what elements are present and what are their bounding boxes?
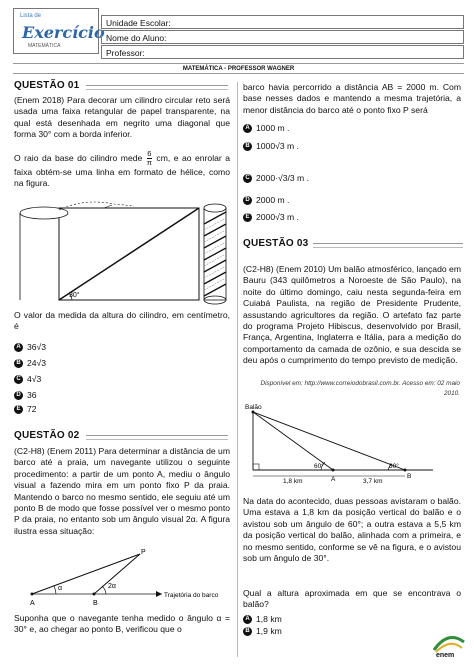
q01-option-b-letter: B: [14, 359, 23, 368]
q01-radius-a: O raio da base do cilindro mede: [14, 152, 143, 163]
q02-option-a-text: 1000 m .: [256, 123, 290, 133]
q02-option-e-text: 2000√3 m .: [256, 212, 299, 222]
q02-title: QUESTÃO 02: [14, 430, 80, 441]
q03-rule: [313, 243, 463, 248]
q02-option-e[interactable]: [243, 212, 299, 223]
column-divider: [237, 82, 238, 657]
q02-option-c-text: 2000·√3/3 m .: [256, 173, 309, 183]
q01-option-e-letter: E: [14, 405, 23, 414]
q01-question: O valor da medida da altura do cilindro, em centímetro, é: [14, 310, 230, 332]
q03-fig-b: B: [407, 473, 412, 480]
q01-frac-num: 6: [147, 149, 152, 158]
q02-fig-alpha: α: [58, 585, 63, 592]
q01-title: QUESTÃO 01: [14, 80, 80, 91]
q01-option-b[interactable]: [14, 358, 46, 369]
q01-radius: [14, 150, 230, 190]
q02-option-b[interactable]: [243, 141, 299, 152]
q03-question: Qual a altura aproximada em que se encontrava o balão?: [243, 588, 461, 610]
logo: [13, 8, 105, 54]
q02-fig-b: B: [93, 600, 98, 607]
q01-option-c[interactable]: [14, 374, 41, 385]
q03-option-b[interactable]: [243, 626, 282, 637]
q02-option-e-letter: E: [243, 213, 252, 222]
q03-source: Disponível em: http://www.correiodobrasil.com.br. Acesso em: 02 maio 2010.: [260, 380, 460, 397]
q02-fig-route: Trajetória do barco: [164, 592, 219, 599]
q02-option-a-letter: A: [243, 124, 252, 133]
logo-top-text: Lista de: [20, 13, 42, 19]
q02-option-c[interactable]: [243, 173, 309, 184]
q03-option-b-letter: B: [243, 627, 252, 636]
q02-fig-a: A: [30, 600, 35, 607]
enem-text: enem: [436, 652, 455, 659]
q01-option-e-text: 72: [27, 404, 37, 414]
q01-option-b-text: 24√3: [27, 358, 47, 368]
logo-bottom-text: MATEMÁTICA: [28, 43, 61, 49]
q02-rule: [86, 435, 228, 440]
logo-main-text: Exercício: [22, 23, 105, 42]
q02-fig-p: P: [141, 549, 146, 556]
q02-option-c-letter: C: [243, 174, 252, 183]
q03-title: QUESTÃO 03: [243, 238, 309, 249]
q03-text: (C2-H8) (Enem 2010) Um balão atmosférico, lançado em Bauru (343 quilômetros a Noroeste de São Paulo), na noite do último domingo, caiu nesta segunda-feira em Cuiabá Paulista, na região de Presidente Prudente, assustando agricultores da região. O artefato faz parte do programa Projeto Hibiscus, desenvolvido por Brasil, França, Argentina, Inglaterra e Itália, para a medição do comportamento da camada de ozônio, e sua descida se deu após o cumprimento do tempo previsto de medição.: [243, 264, 461, 366]
teacher-field: Professor:: [101, 45, 464, 59]
q03-option-a-text: 1,8 km: [256, 614, 282, 624]
balloon-figure: [243, 400, 463, 484]
cylinder-figure: [14, 196, 232, 306]
enem-logo: [430, 632, 466, 662]
q02-fig-2alpha: 2α: [108, 583, 116, 590]
q03-option-a-letter: A: [243, 615, 252, 624]
q02-option-d[interactable]: [243, 195, 289, 206]
q03-text2: Na data do acontecido, duas pessoas avistaram o balão. Uma estava a 1,8 km da posição vertical do balão e o avistou sob um ângulo de 60°; a outra estava a 5,5 km da posição vertical do balão, alinhada com a primeira, e no mesmo sentido, conforme se vê na figura, e o avistou sob um ângulo de 30°.: [243, 496, 461, 564]
q02-option-b-letter: B: [243, 142, 252, 151]
q02-option-a[interactable]: [243, 123, 289, 134]
q02-tail: Suponha que o navegante tenha medido o ângulo α = 30° e, ao chegar ao ponto B, verificou que o: [14, 613, 230, 635]
boat-figure: [14, 548, 232, 610]
q01-rule: [86, 85, 228, 90]
q02-option-d-letter: D: [243, 196, 252, 205]
q01-option-a-text: 36√3: [27, 342, 47, 352]
q01-option-d[interactable]: [14, 390, 37, 401]
q02-option-b-text: 1000√3 m .: [256, 141, 299, 151]
q03-fig-a: A: [331, 476, 336, 483]
q01-option-a-letter: A: [14, 343, 23, 352]
q01-intro: (Enem 2018) Para decorar um cilindro circular reto será usada uma faixa retangular de papel transparente, na qual está desenhada em negrito uma diagonal que forma 30° com a borda inferior.: [14, 95, 230, 140]
q01-angle-label: 30°: [69, 292, 80, 299]
q01-option-a[interactable]: [14, 342, 46, 353]
q01-option-d-letter: D: [14, 391, 23, 400]
q03-fig-d1: 1,8 km: [283, 478, 303, 484]
q01-option-c-text: 4√3: [27, 374, 42, 384]
q01-option-e[interactable]: [14, 404, 37, 415]
q02-option-d-text: 2000 m .: [256, 195, 290, 205]
q03-fig-balloon: Balão: [245, 404, 262, 411]
subject-banner: MATEMÁTICA - PROFESSOR WAGNER: [13, 63, 464, 74]
q03-fig-60: 60°: [314, 463, 324, 470]
q02-text: (C2-H8) (Enem 2011) Para determinar a distância de um barco até a praia, um navegante utilizou o seguinte procedimento: a partir de um ponto A, mediu o ângulo visual a fazendo mira em um ponto fixo P da praia. Mantendo o barco no mesmo sentido, ele seguiu até um ponto B de modo que fosse possível ver o mesmo ponto P da praia, no entanto sob um ângulo visual 2α. A figura ilustra essa situação:: [14, 446, 230, 536]
q03-option-b-text: 1,9 km: [256, 626, 282, 636]
student-field: Nome do Aluno:: [101, 30, 464, 44]
q01-option-c-letter: C: [14, 375, 23, 384]
q02-cont-text: barco havia percorrido a distância AB = 2000 m. Com base nesses dados e mantendo a mesma trajetória, a menor distância do barco até o ponto fixo P será: [243, 82, 461, 115]
school-field: Unidade Escolar:: [101, 15, 464, 29]
q01-radius-b: cm, e ao enrolar a faixa obtém-se uma linha em formato de hélice, como na figura.: [14, 152, 230, 189]
q03-option-a[interactable]: [243, 614, 282, 625]
q01-option-d-text: 36: [27, 390, 37, 400]
q03-fig-d2: 3,7 km: [363, 478, 383, 484]
q01-frac-den: π: [146, 158, 152, 167]
enem-logo-icon: [430, 632, 466, 654]
q03-fig-30: 30°: [389, 463, 399, 470]
